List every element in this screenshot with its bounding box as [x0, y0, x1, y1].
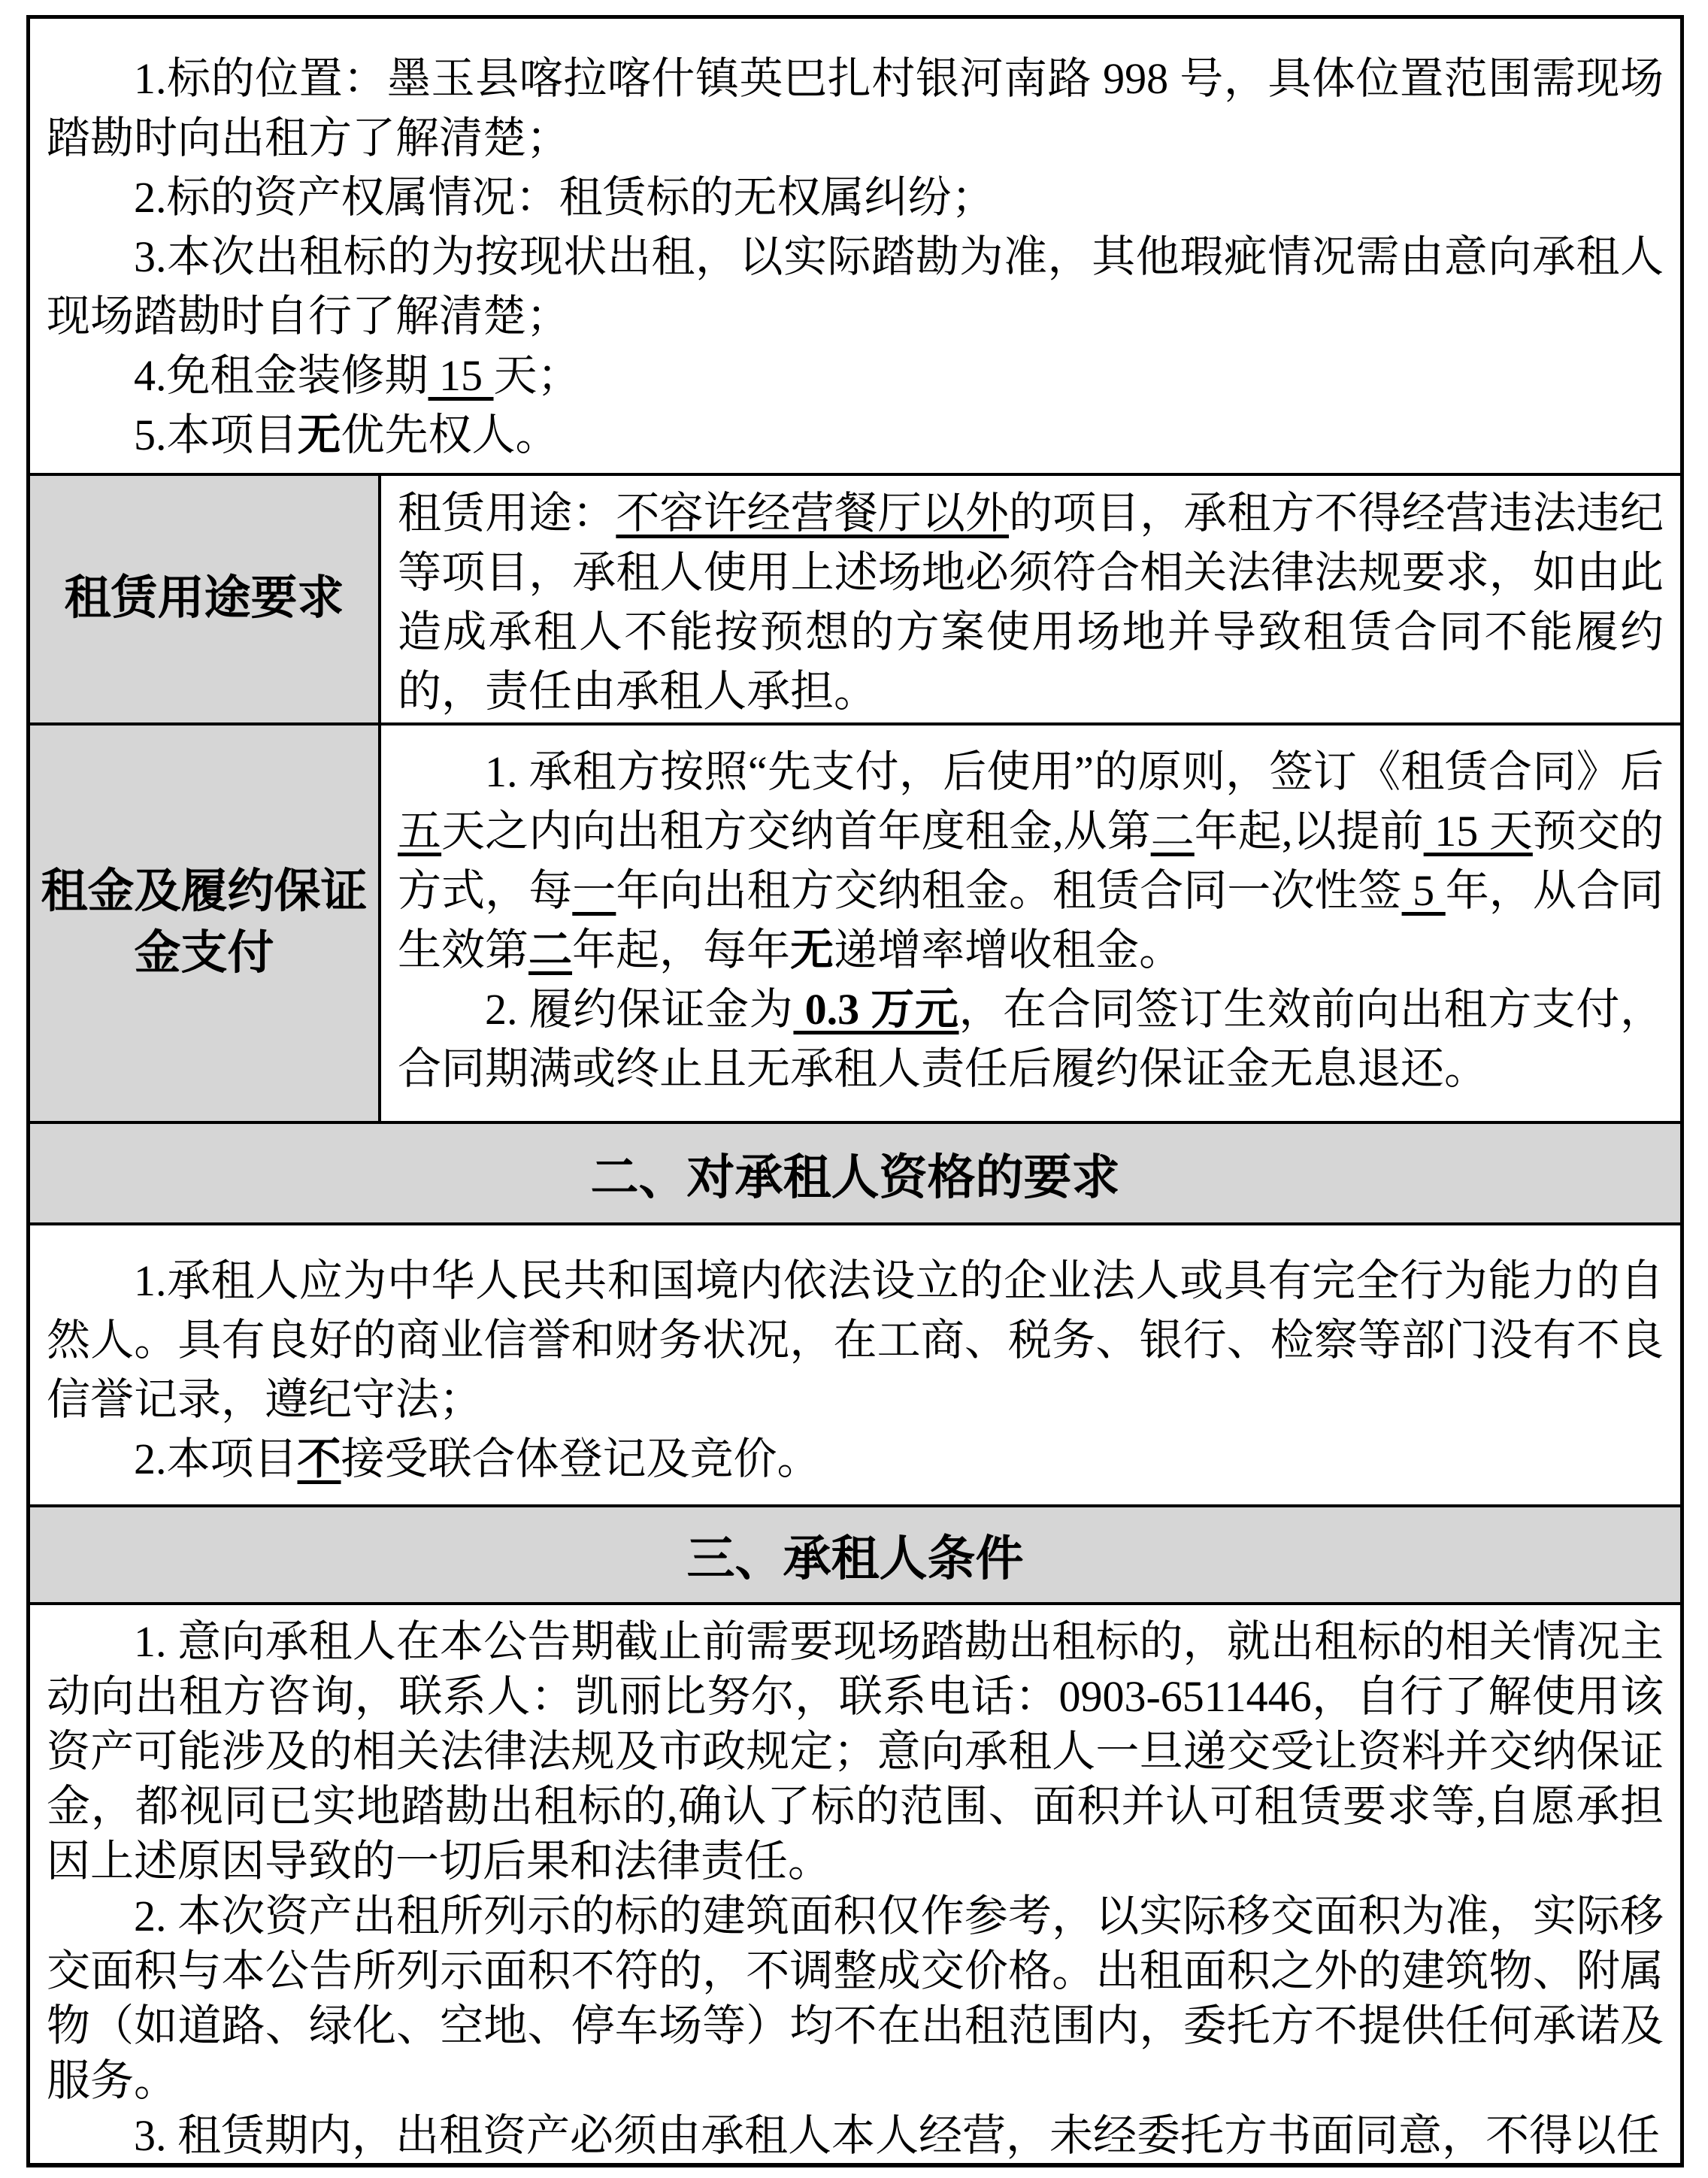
text-run: 0.3 万元 — [793, 985, 959, 1034]
text-run: 2. 本次资产出租所列示的标的建筑面积仅作参考，以实际移交面积为准，实际移交面积与本公告所列示面积不符的，不调整成交价格。出租面积之外的建筑物、附属物（如道路、绿化、空地、停车场等）均不在出租范围内，委托方不提供任何承诺及服务。 — [47, 1892, 1664, 2105]
text-run: 无 — [297, 410, 341, 459]
text-run: 2. 履约保证金为 — [485, 985, 794, 1034]
text-run: 2.本项目 — [134, 1434, 298, 1483]
text-run: 年向出租方交纳租金。租赁合同一次性签 — [616, 866, 1402, 915]
rental-purpose-row — [30, 476, 1680, 725]
text-run: 的项目，承租方不得经营违法违纪等项目，承租人使用上述场地必须符合相关法律法规要求，如由此造成承租人不能按预想的方案使用场地并导致租赁合同不能履约的，责任由承租人承担。 — [398, 489, 1664, 716]
paragraph — [47, 1614, 1664, 1889]
section3-title: 三、承租人条件 — [686, 1532, 1024, 1586]
text-run: 1. 承租方按照“先支付，后使用”的原则，签订《租赁合同》后 — [485, 747, 1664, 796]
text-run: 无 — [790, 925, 834, 974]
text-run: 预交的方式，每 — [398, 807, 1664, 915]
text-run: 3.本次出租标的为按现状出租，以实际踏勘为准，其他瑕疵情况需由意向承租人现场踏勘时自行了解清楚； — [47, 232, 1664, 341]
paragraph — [398, 483, 1664, 721]
text-run: 1.标的位置：墨玉县喀拉喀什镇英巴扎村银河南路 998 号，具体位置范围需现场踏勘时向出租方了解清楚； — [47, 54, 1664, 162]
section2-header-band — [30, 1124, 1680, 1225]
text-run: 15 — [428, 351, 494, 400]
text-run: 天； — [493, 351, 581, 400]
text-run: 接受联合体登记及竞价。 — [341, 1434, 821, 1483]
text-run: 1.承租人应为中华人民共和国境内依法设立的企业法人或具有完全行为能力的自然人。具有良好的商业信誉和财务状况，在工商、税务、银行、检察等部门没有不良信誉记录，遵纪守法； — [47, 1256, 1664, 1424]
text-run: 五 — [398, 807, 442, 856]
text-run: 5 — [1401, 866, 1446, 915]
section3-header-band — [30, 1507, 1680, 1605]
rental-purpose-header-cell — [30, 476, 381, 722]
text-run: 优先权人。 — [341, 410, 559, 459]
text-run: 年起,以提前 — [1194, 807, 1424, 856]
text-run: 年，从合同生效第 — [398, 866, 1664, 974]
paragraph — [47, 405, 1664, 465]
lessee-qualification-cell — [30, 1225, 1680, 1507]
rent-payment-content-cell — [381, 725, 1680, 1121]
text-run: 2.标的资产权属情况：租赁标的无权属纠纷； — [134, 173, 995, 222]
section2-title: 二、对承租人资格的要求 — [590, 1150, 1120, 1204]
rental-announcement-table — [26, 15, 1684, 2167]
paragraph — [47, 227, 1664, 346]
text-run: ，在合同签订生效前向出租方支付，合同期满或终止且无承租人责任后履约保证金无息退还。 — [398, 985, 1664, 1093]
text-run: 5.本项目 — [134, 410, 298, 459]
text-run: 年起，每年 — [572, 925, 791, 974]
text-run: 二 — [528, 925, 573, 974]
text-run: 15 天 — [1423, 807, 1533, 856]
paragraph — [47, 346, 1664, 405]
paragraph — [47, 1429, 1664, 1489]
text-run: 3. 租赁期内，出租资产必须由承租人本人经营，未经委托方书面同意，不得以任 — [134, 2111, 1661, 2160]
lessee-conditions-cell — [30, 1605, 1680, 2167]
rental-purpose-header-label: 租赁用途要求 — [64, 573, 344, 625]
rent-payment-header-cell — [30, 725, 381, 1121]
rent-payment-header-label: 租金及履约保证金支付 — [41, 866, 368, 979]
text-run: 天之内向出租方交纳首年度租金,从第 — [441, 807, 1151, 856]
paragraph — [47, 1251, 1664, 1429]
text-run: 一 — [572, 866, 616, 915]
text-run: 二 — [1150, 807, 1195, 856]
paragraph — [398, 980, 1664, 1098]
rent-payment-row — [30, 725, 1680, 1124]
paragraph — [398, 742, 1664, 980]
text-run: 不 — [297, 1434, 341, 1483]
text-run: 4.免租金装修期 — [134, 351, 429, 400]
paragraph — [47, 2108, 1664, 2163]
text-run: 1. 意向承租人在本公告期截止前需要现场踏勘出租标的，就出租标的相关情况主动向出租方咨询，联系人：凯丽比努尔，联系电话：0903-6511446，自行了解使用该资产可能涉及的相关法律法规及市政规定；意向承租人一旦递交受让资料并交纳保证金，都视同已实地踏勘出租标的,确认了标的范围、面积并认可租赁要求等,自愿承担因上述原因导致的一切后果和法律责任。 — [47, 1617, 1664, 1886]
paragraph — [47, 1889, 1664, 2108]
text-run: 递增率增收租金。 — [834, 925, 1183, 974]
lot-details-cell — [30, 19, 1680, 476]
paragraph — [47, 49, 1664, 168]
text-run: 租赁用途： — [398, 489, 616, 538]
text-run: 不容许经营餐厅以外 — [616, 489, 1009, 538]
rental-purpose-content-cell — [381, 476, 1680, 722]
paragraph — [47, 168, 1664, 227]
